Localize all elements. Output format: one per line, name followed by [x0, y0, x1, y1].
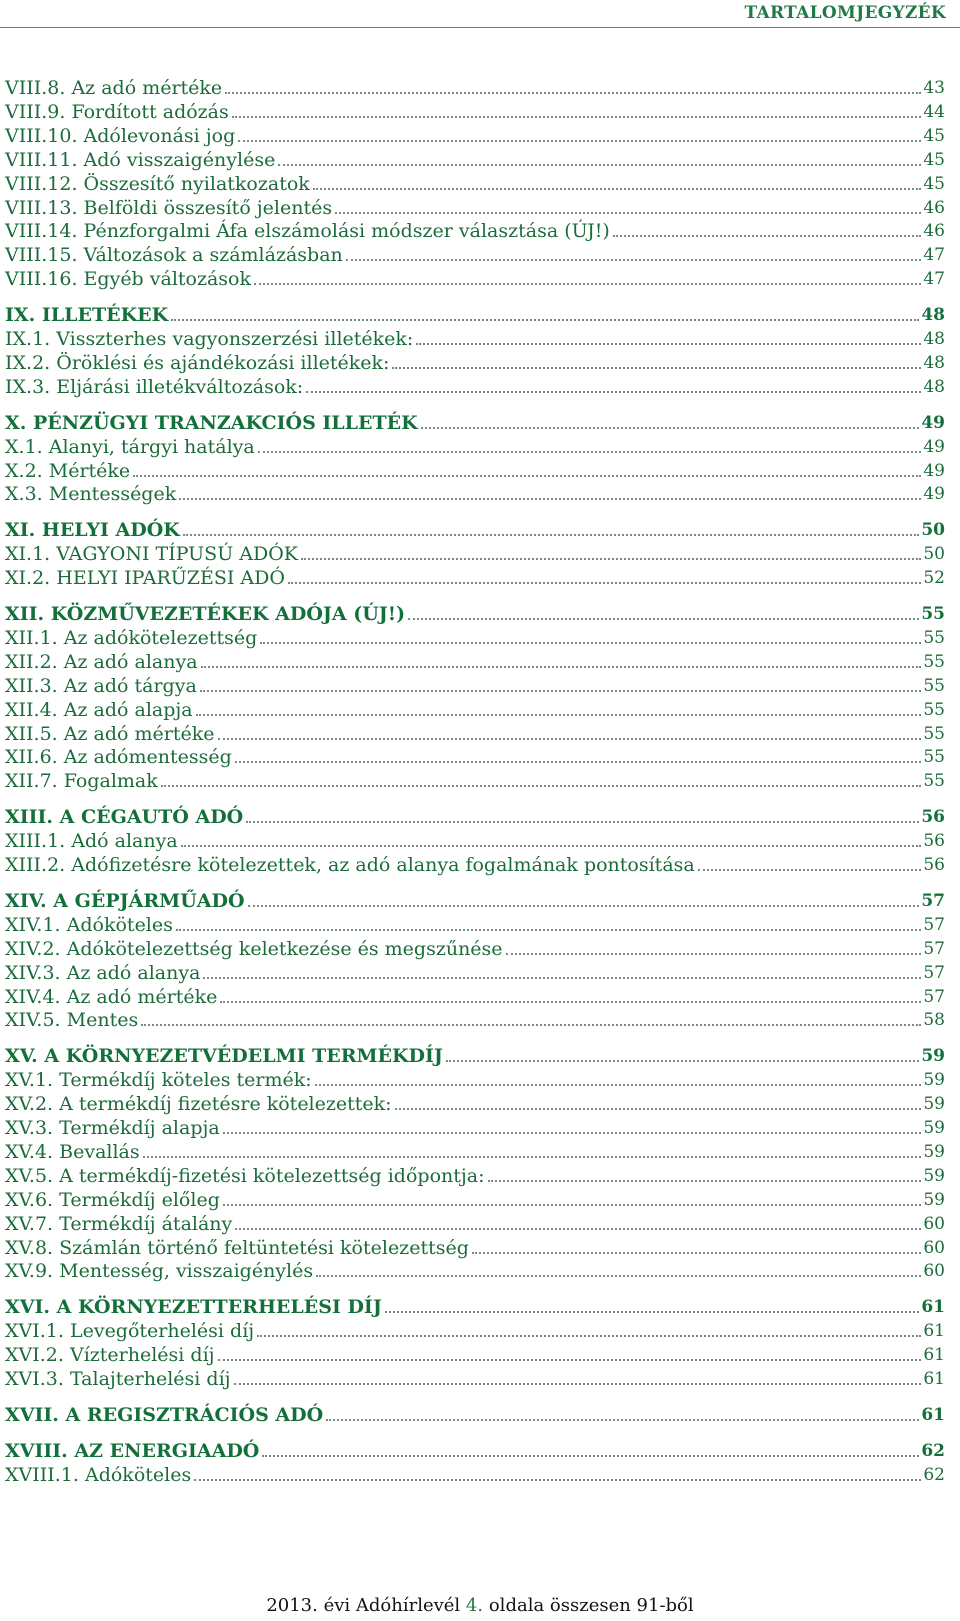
- toc-entry[interactable]: [5, 123, 945, 147]
- toc-entry-page: 60: [923, 1237, 945, 1258]
- toc-entry-title: HELYI IPARŰZÉSI ADÓ: [56, 567, 285, 590]
- dot-leader: [179, 498, 921, 500]
- dot-leader: [218, 738, 922, 740]
- dot-leader: [506, 953, 922, 955]
- toc-entry-number: XV.5.: [5, 1164, 54, 1187]
- toc-entry[interactable]: [5, 1091, 945, 1115]
- toc-entry-page: 56: [923, 831, 945, 852]
- toc-entry-number: XIII.2.: [5, 854, 66, 876]
- toc-entry-number: XIV.: [5, 889, 47, 912]
- toc-entry-number: XI.2.: [5, 567, 51, 590]
- dot-leader: [488, 1180, 922, 1182]
- toc-entry-page: 61: [923, 1321, 945, 1342]
- toc-entry-title: Belföldi összesítő jelentés: [83, 196, 333, 219]
- toc-entry[interactable]: [5, 481, 945, 505]
- toc-entry-title: Adóköteles: [84, 1463, 192, 1486]
- toc-entry[interactable]: [5, 649, 945, 673]
- toc-entry-page: 49: [923, 436, 945, 457]
- toc-entry-title: Az adó mértéke: [66, 985, 218, 1008]
- toc-entry-page: 59: [923, 1118, 945, 1138]
- dot-leader: [385, 1311, 920, 1313]
- toc-entry-number: XII.5.: [5, 722, 58, 745]
- toc-section-entry[interactable]: [5, 1438, 945, 1462]
- toc-entry-number: XVI.: [5, 1296, 50, 1319]
- dot-leader: [392, 367, 921, 369]
- toc-entry-page: 44: [923, 101, 945, 122]
- toc-entry[interactable]: [5, 374, 945, 398]
- toc-entry-number: XII.4.: [5, 698, 58, 721]
- toc-entry-number: XV.3.: [5, 1117, 54, 1139]
- toc-entry-page: 57: [923, 914, 945, 935]
- dot-leader: [260, 642, 921, 644]
- toc-entry-title: Talajterhelési díj: [69, 1368, 231, 1390]
- toc-entry-page: 55: [921, 604, 945, 624]
- dot-leader: [201, 666, 922, 668]
- dot-leader: [248, 905, 920, 907]
- toc-entry-title: Alanyi, tárgyi hatálya: [48, 435, 255, 458]
- toc-entry[interactable]: [5, 171, 945, 195]
- toc-entry-page: 56: [923, 855, 945, 875]
- toc-entry[interactable]: [5, 242, 945, 266]
- toc-entry-number: XII.3.: [5, 674, 58, 697]
- dot-leader: [235, 761, 922, 763]
- toc-entry-page: 60: [923, 1213, 945, 1234]
- toc-entry-number: IX.2.: [5, 351, 51, 374]
- toc-entry-page: 55: [923, 675, 945, 696]
- toc-entry-page: 48: [923, 376, 945, 397]
- dot-leader: [288, 582, 921, 584]
- toc-entry-title: HELYI ADÓK: [41, 519, 180, 542]
- dot-leader: [223, 1204, 922, 1206]
- toc-entry-page: 50: [921, 520, 945, 541]
- toc-entry[interactable]: [5, 1067, 945, 1091]
- toc-entry-title: Levegőterhelési díj: [69, 1320, 255, 1343]
- toc-entry[interactable]: [5, 147, 945, 171]
- toc-entry-title: Adófizetésre kötelezettek, az adó alanya fogalmának pontosítása: [71, 854, 695, 876]
- toc-entry-title: A KÖRNYEZETTERHELÉSI DÍJ: [56, 1296, 382, 1319]
- toc-entry-page: 48: [921, 305, 945, 326]
- toc-entry[interactable]: [5, 266, 945, 290]
- toc-entry[interactable]: [5, 218, 945, 242]
- dot-leader: [278, 164, 921, 166]
- toc-entry-page: 61: [921, 1297, 945, 1318]
- toc-entry-number: XV.6.: [5, 1188, 54, 1211]
- toc-entry-page: 59: [921, 1046, 945, 1067]
- toc-entry-title: Fordított adózás: [71, 100, 229, 123]
- toc-entry-page: 61: [921, 1404, 945, 1425]
- toc-entry-page: 49: [923, 460, 945, 481]
- toc-entry-title: Visszterhes vagyonszerzési illetékek:: [56, 328, 414, 350]
- toc-entry-page: 59: [923, 1094, 945, 1115]
- toc-entry-page: 57: [923, 962, 945, 983]
- toc-entry-page: 47: [923, 269, 945, 290]
- toc-entry[interactable]: [5, 936, 945, 960]
- toc-entry-number: VIII.13.: [5, 196, 78, 219]
- dot-leader: [194, 1479, 921, 1481]
- toc-entry-page: 43: [923, 78, 945, 98]
- toc-entry-page: 55: [923, 699, 945, 720]
- toc-entry[interactable]: [5, 721, 945, 745]
- toc-entry-page: 59: [923, 1141, 945, 1162]
- toc-section-entry[interactable]: [5, 1043, 945, 1067]
- toc-entry-page: 57: [923, 938, 945, 959]
- toc-entry-title: Változások a számlázásban: [83, 244, 343, 267]
- toc-entry-number: XII.6.: [5, 746, 58, 769]
- dot-leader: [238, 140, 921, 142]
- toc-entry[interactable]: [5, 350, 945, 374]
- toc-entry[interactable]: [5, 1258, 945, 1282]
- toc-entry-title: Mentes: [66, 1009, 139, 1032]
- toc-entry-number: XI.1.: [5, 543, 51, 566]
- toc-entry-number: XVIII.: [5, 1439, 68, 1462]
- toc-entry-page: 56: [921, 807, 945, 828]
- toc-entry-page: 57: [923, 986, 945, 1007]
- toc-entry-title: Öröklési és ajándékozási illetékek:: [56, 351, 390, 374]
- toc-entry-page: 48: [923, 329, 945, 349]
- toc-entry[interactable]: [5, 326, 945, 350]
- page-header: [0, 0, 960, 28]
- toc-entry-number: XIV.2.: [5, 937, 61, 960]
- dot-leader: [218, 1359, 922, 1361]
- toc-entry-number: XVII.: [5, 1403, 59, 1426]
- toc-entry-title: Az adó mértéke: [63, 722, 215, 745]
- toc-section-entry[interactable]: [5, 601, 945, 625]
- toc-entry[interactable]: [5, 434, 945, 458]
- toc-entry-number: X.3.: [5, 483, 43, 506]
- toc-entry-title: KÖZMŰVEZETÉKEK ADÓJA (ÚJ!): [50, 603, 406, 625]
- footer-prefix: 2013. évi Adóhírlevél: [266, 1595, 461, 1616]
- toc-entry-title: Eljárási illetékváltozások:: [56, 375, 304, 398]
- toc-entry-number: VIII.9.: [5, 100, 66, 123]
- toc-entry-number: XIV.1.: [5, 913, 61, 936]
- toc-entry-title: Az adómentesség: [63, 746, 232, 769]
- toc-entry-number: VIII.8.: [5, 77, 66, 99]
- dot-leader: [301, 558, 921, 560]
- toc-section-entry[interactable]: [5, 1402, 945, 1426]
- toc-entry-title: Az adó alapja: [63, 698, 193, 721]
- toc-entry[interactable]: [5, 1115, 945, 1139]
- toc-entry-title: Bevallás: [59, 1140, 140, 1163]
- toc-entry[interactable]: [5, 1342, 945, 1366]
- toc-entry-title: A CÉGAUTÓ ADÓ: [59, 806, 244, 829]
- toc-entry[interactable]: [5, 697, 945, 721]
- toc-entry-number: XV.7.: [5, 1212, 54, 1235]
- toc-entry-page: 52: [923, 568, 945, 589]
- toc-entry-title: A termékdíj fizetésre kötelezettek:: [59, 1093, 392, 1116]
- dot-leader: [416, 343, 921, 345]
- toc-entry-title: Adó visszaigénylése: [83, 148, 276, 171]
- toc-entry[interactable]: [5, 984, 945, 1008]
- toc-entry-number: XV.4.: [5, 1140, 54, 1163]
- toc-entry-number: XII.: [5, 603, 45, 625]
- toc-entry[interactable]: [5, 565, 945, 589]
- dot-leader: [223, 1132, 922, 1134]
- toc-entry-page: 45: [923, 125, 945, 146]
- toc-entry[interactable]: [5, 1366, 945, 1390]
- dot-leader: [176, 929, 921, 931]
- page-footer: [0, 1595, 960, 1616]
- toc-entry-number: XV.: [5, 1045, 38, 1068]
- toc-entry-page: 55: [923, 747, 945, 768]
- toc-entry-number: XIV.3.: [5, 961, 61, 984]
- toc-entry-page: 46: [923, 197, 945, 218]
- dot-leader: [183, 534, 920, 536]
- toc-entry-number: XVIII.1.: [5, 1463, 79, 1486]
- toc-entry[interactable]: [5, 912, 945, 936]
- dot-leader: [203, 977, 921, 979]
- toc-entry[interactable]: [5, 75, 945, 99]
- toc-entry[interactable]: [5, 828, 945, 852]
- toc-entry[interactable]: [5, 99, 945, 123]
- dot-leader: [133, 475, 921, 477]
- toc-entry[interactable]: [5, 1235, 945, 1259]
- dot-leader: [306, 391, 921, 393]
- dot-leader: [613, 235, 922, 237]
- toc-entry[interactable]: [5, 1318, 945, 1342]
- toc-entry[interactable]: [5, 852, 945, 876]
- toc-entry-page: 59: [923, 1070, 945, 1091]
- dot-leader: [316, 1275, 921, 1277]
- toc-entry-page: 62: [923, 1464, 945, 1485]
- dot-leader: [335, 212, 921, 214]
- toc-entry[interactable]: [5, 1211, 945, 1235]
- toc-entry-title: ILLETÉKEK: [41, 304, 169, 327]
- toc-section-entry[interactable]: [5, 302, 945, 326]
- dot-leader: [220, 1001, 921, 1003]
- toc-entry-title: AZ ENERGIAADÓ: [74, 1439, 260, 1462]
- toc-entry-number: X.1.: [5, 435, 43, 458]
- toc-section-entry[interactable]: [5, 410, 945, 434]
- dot-leader: [421, 427, 920, 429]
- toc-heading: TARTALOMJEGYZÉK: [744, 3, 946, 23]
- toc-entry-number: VIII.10.: [5, 124, 78, 147]
- toc-entry-number: XII.1.: [5, 626, 58, 649]
- dot-leader: [472, 1252, 921, 1254]
- toc-entry-number: XVI.2.: [5, 1344, 64, 1367]
- toc-entry-title: A termékdíj-fizetési kötelezettség időpontja:: [59, 1164, 485, 1187]
- toc-entry-number: XV.1.: [5, 1069, 54, 1092]
- toc-entry-page: 46: [923, 221, 945, 242]
- toc-entry-number: VIII.14.: [5, 220, 78, 243]
- toc-entry-title: Fogalmak: [63, 770, 158, 793]
- toc-entry-number: XVI.3.: [5, 1368, 64, 1390]
- dot-leader: [143, 1156, 922, 1158]
- toc-entry-title: Összesítő nyilatkozatok: [83, 172, 310, 195]
- dot-leader: [181, 845, 922, 847]
- dot-leader: [446, 1060, 919, 1062]
- toc-entry[interactable]: [5, 1163, 945, 1187]
- toc-entry-title: Mentességek: [48, 483, 177, 506]
- toc-entry-page: 49: [923, 484, 945, 505]
- toc-entry[interactable]: [5, 625, 945, 649]
- dot-leader: [257, 1335, 921, 1337]
- toc-entry-number: VIII.11.: [5, 148, 78, 171]
- toc-entry[interactable]: [5, 744, 945, 768]
- toc-entry-page: 45: [923, 149, 945, 170]
- toc-entry-title: Mértéke: [48, 459, 131, 482]
- toc-entry-number: XV.9.: [5, 1260, 54, 1283]
- toc-entry-number: XII.7.: [5, 770, 58, 793]
- toc-entry-page: 55: [923, 771, 945, 792]
- toc-entry-title: A GÉPJÁRMŰADÓ: [53, 889, 245, 912]
- toc-entry-page: 55: [923, 723, 945, 744]
- toc-entry-title: Mentesség, visszaigénylés: [59, 1260, 314, 1283]
- toc-entry-title: Az adó mértéke: [71, 77, 223, 99]
- toc-entry-title: Adólevonási jog: [83, 124, 236, 147]
- dot-leader: [262, 1455, 919, 1457]
- toc-entry-title: Vízterhelési díj: [69, 1344, 215, 1367]
- dot-leader: [408, 618, 919, 620]
- toc-entry-page: 48: [923, 352, 945, 373]
- toc-entry[interactable]: [5, 1139, 945, 1163]
- toc-entry-number: X.: [5, 411, 27, 434]
- toc-entry-page: 60: [923, 1261, 945, 1282]
- toc-entry-page: 49: [921, 412, 945, 433]
- toc-entry-title: Termékdíj előleg: [59, 1188, 220, 1211]
- toc-entry-title: Pénzforgalmi Áfa elszámolási módszer választása (ÚJ!): [83, 220, 610, 243]
- toc-entry-title: PÉNZÜGYI TRANZAKCIÓS ILLETÉK: [32, 411, 418, 434]
- toc-entry-title: Az adó alanya: [63, 650, 198, 673]
- dot-leader: [326, 1419, 919, 1421]
- toc-entry-title: Az adó alanya: [66, 961, 201, 984]
- dot-leader: [200, 690, 922, 692]
- dot-leader: [258, 451, 922, 453]
- toc-entry-number: IX.1.: [5, 328, 51, 350]
- toc-entry-number: IX.3.: [5, 375, 51, 398]
- toc-entry-page: 55: [923, 651, 945, 672]
- dot-leader: [246, 821, 919, 823]
- toc-entry-page: 61: [923, 1345, 945, 1366]
- toc-entry-number: X.2.: [5, 459, 43, 482]
- toc-entry-page: 47: [923, 245, 945, 266]
- toc-entry-page: 55: [923, 627, 945, 648]
- toc-entry-number: XI.: [5, 519, 36, 542]
- toc-entry-title: Adóköteles: [66, 913, 173, 936]
- toc-entry-number: XIV.5.: [5, 1009, 61, 1032]
- toc-entry-title: Adókötelezettség keletkezése és megszűnése: [66, 937, 503, 960]
- dot-leader: [395, 1108, 922, 1110]
- toc-entry-number: VIII.15.: [5, 244, 78, 267]
- dot-leader: [234, 1383, 922, 1385]
- toc-entry-number: XIII.1.: [5, 830, 66, 853]
- toc-entry-page: 59: [923, 1165, 945, 1186]
- dot-leader: [346, 259, 922, 261]
- toc-entry-number: XV.8.: [5, 1236, 54, 1259]
- dot-leader: [161, 785, 922, 787]
- toc-entry-title: Az adó tárgya: [63, 674, 197, 697]
- dot-leader: [141, 1024, 921, 1026]
- toc-entry[interactable]: [5, 1007, 945, 1031]
- toc-entry-number: XVI.1.: [5, 1320, 64, 1343]
- toc-entry-page: 50: [923, 544, 945, 565]
- toc-entry-page: 59: [923, 1189, 945, 1210]
- toc-entry-page: 58: [923, 1010, 945, 1031]
- dot-leader: [313, 188, 922, 190]
- toc-entry[interactable]: [5, 673, 945, 697]
- toc-entry-title: Az adókötelezettség: [63, 626, 258, 649]
- toc-entry-title: VAGYONI TÍPUSÚ ADÓK: [56, 543, 298, 566]
- toc-entry-page: 57: [921, 890, 945, 911]
- toc-entry-number: XII.2.: [5, 650, 58, 673]
- toc-entry-title: Számlán történő feltüntetési kötelezettség: [59, 1236, 469, 1259]
- toc-entry[interactable]: [5, 458, 945, 482]
- toc-entry-number: IX.: [5, 304, 36, 327]
- toc-entry-number: VIII.16.: [5, 268, 78, 291]
- toc-entry-number: XV.2.: [5, 1093, 54, 1116]
- toc-section-entry[interactable]: [5, 1294, 945, 1318]
- toc-entry-number: XIV.4.: [5, 985, 61, 1008]
- toc-entry-title: A KÖRNYEZETVÉDELMI TERMÉKDÍJ: [44, 1045, 443, 1068]
- footer-page-number: 4.: [465, 1595, 484, 1616]
- dot-leader: [171, 319, 919, 321]
- toc-entry-title: Termékdíj köteles termék:: [59, 1069, 312, 1092]
- toc-entry-page: 45: [923, 173, 945, 194]
- dot-leader: [254, 283, 921, 285]
- toc-section-entry[interactable]: [5, 517, 945, 541]
- toc-entry[interactable]: [5, 1462, 945, 1486]
- dot-leader: [196, 714, 922, 716]
- footer-suffix: oldala összesen 91-ből: [488, 1595, 694, 1616]
- dot-leader: [225, 92, 921, 94]
- toc-entry-number: VIII.12.: [5, 172, 78, 195]
- toc-entry-title: Egyéb változások: [83, 268, 252, 291]
- dot-leader: [232, 116, 922, 118]
- dot-leader: [698, 869, 922, 871]
- toc-entry-title: A REGISZTRÁCIÓS ADÓ: [65, 1403, 324, 1426]
- toc-section-entry[interactable]: [5, 888, 945, 912]
- toc-entry[interactable]: [5, 1187, 945, 1211]
- toc-entry-title: Termékdíj alapja: [59, 1117, 220, 1139]
- toc-section-entry[interactable]: [5, 804, 945, 828]
- toc-entry[interactable]: [5, 195, 945, 219]
- dot-leader: [235, 1228, 921, 1230]
- dot-leader: [315, 1084, 922, 1086]
- toc-entry-title: Termékdíj átalány: [59, 1212, 233, 1235]
- toc-entry-title: Adó alanya: [71, 830, 178, 853]
- toc-entry[interactable]: [5, 960, 945, 984]
- toc-entry[interactable]: [5, 768, 945, 792]
- toc-entry-number: XIII.: [5, 806, 54, 829]
- toc-entry-page: 61: [923, 1369, 945, 1389]
- toc-entry[interactable]: [5, 541, 945, 565]
- toc-entry-page: 62: [921, 1440, 945, 1461]
